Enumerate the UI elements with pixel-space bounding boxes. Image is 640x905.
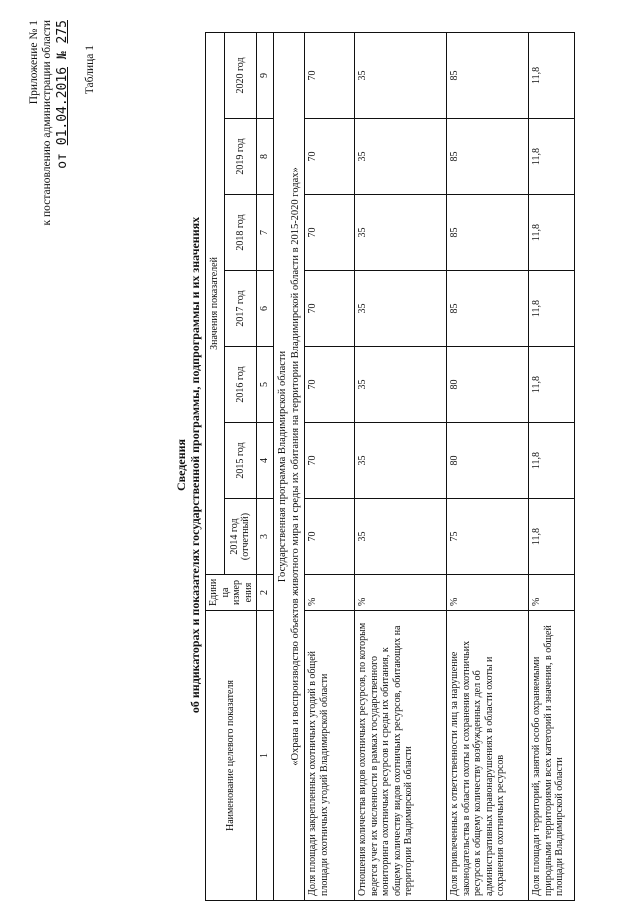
decree-date: 01.04.2016 [55, 66, 70, 146]
value-2016: 80 [447, 347, 529, 423]
document-heading [174, 145, 202, 785]
program-subtitle: «Охрана и воспроизводство объектов животного мира и среды их обитания на территории Владимирской области в 2015-2020 годах» [290, 167, 301, 766]
table-row [355, 32, 447, 900]
header-year-2017: 2017 год [224, 271, 256, 347]
value-2017: 85 [447, 271, 529, 347]
indicator-name: Доля площади закрепленных охотничьих угодий в общей площади охотничьих угодий Владимирской области [305, 611, 355, 901]
value-2020: 11,8 [529, 32, 575, 118]
column-index: 8 [257, 119, 274, 195]
value-2018: 85 [447, 195, 529, 271]
value-2015: 35 [355, 423, 447, 499]
value-2014: 75 [447, 499, 529, 575]
column-index: 1 [257, 611, 274, 901]
program-section-title [274, 32, 305, 900]
indicator-unit: % [355, 575, 447, 611]
header-year-2016: 2016 год [224, 347, 256, 423]
table-header-row [206, 32, 225, 900]
value-2015: 80 [447, 423, 529, 499]
header-year-2014: 2014 год (отчетный) [224, 499, 256, 575]
table-row [529, 32, 575, 900]
column-index-row [257, 32, 274, 900]
header-year-2018: 2018 год [224, 195, 256, 271]
header-year-2015: 2015 год [224, 423, 256, 499]
decree-reference [56, 20, 69, 320]
column-index: 4 [257, 423, 274, 499]
header-values-group: Значения показателей [206, 32, 225, 574]
column-index: 6 [257, 271, 274, 347]
value-2014: 70 [305, 499, 355, 575]
column-index: 7 [257, 195, 274, 271]
value-2014: 35 [355, 499, 447, 575]
indicator-name: Отношения количества видов охотничьих ресурсов, по которым ведется учет их численности в рамках государственного мониторинга охотничьих ресурсов и среды их обитания, к общему количеству видов охотничьих ресурсов, обитающих на территории Владимирской области [355, 611, 447, 901]
appendix-title: Приложение № 1 [28, 20, 40, 105]
column-index: 2 [257, 575, 274, 611]
value-2017: 11,8 [529, 271, 575, 347]
column-index: 5 [257, 347, 274, 423]
value-2020: 85 [447, 32, 529, 118]
decree-prefix: от [55, 153, 70, 169]
decree-number: 275 [55, 20, 70, 44]
value-2018: 70 [305, 195, 355, 271]
program-title: Государственная программа Владимирской области [277, 350, 288, 583]
value-2016: 70 [305, 347, 355, 423]
value-2018: 35 [355, 195, 447, 271]
heading-title: Сведения [174, 438, 188, 492]
indicator-unit: % [447, 575, 529, 611]
header-unit: Едини ца измер ения [206, 575, 257, 611]
header-year-2019: 2019 год [224, 119, 256, 195]
value-2015: 70 [305, 423, 355, 499]
value-2016: 11,8 [529, 347, 575, 423]
value-2017: 35 [355, 271, 447, 347]
value-2017: 70 [305, 271, 355, 347]
program-section-row [274, 32, 305, 900]
table-label: Таблица 1 [84, 45, 96, 95]
value-2020: 35 [355, 32, 447, 118]
indicator-name: Доля привлеченных к ответственности лиц за нарушение законодательства в области охоты и сохранения охотничьих ресурсов к общему количеству возбужденных дел об административных правонарушениях в области охоты и сохранения охотничьих ресурсов [447, 611, 529, 901]
header-indicator-name: Наименование целевого показателя [206, 611, 257, 901]
decree-number-sign: № [55, 51, 70, 60]
value-2019: 85 [447, 119, 529, 195]
value-2018: 11,8 [529, 195, 575, 271]
indicator-name: Доля площади территорий, занятой особо охраняемыми природными территориями всех категорий и значения, в общей площади Владимирской области [529, 611, 575, 901]
appendix-note [28, 20, 69, 320]
column-index: 3 [257, 499, 274, 575]
value-2020: 70 [305, 32, 355, 118]
value-2014: 11,8 [529, 499, 575, 575]
value-2019: 11,8 [529, 119, 575, 195]
value-2015: 11,8 [529, 423, 575, 499]
indicators-table [205, 32, 575, 901]
appendix-reference: к постановлению администрации области [41, 20, 53, 226]
indicator-unit: % [529, 575, 575, 611]
header-year-2020: 2020 год [224, 32, 256, 118]
value-2016: 35 [355, 347, 447, 423]
value-2019: 35 [355, 119, 447, 195]
indicator-unit: % [305, 575, 355, 611]
heading-subtitle: об индикаторах и показателях государственной программы, подпрограммы и их значениях [188, 216, 202, 714]
table-row [447, 32, 529, 900]
table-row [305, 32, 355, 900]
column-index: 9 [257, 32, 274, 118]
value-2019: 70 [305, 119, 355, 195]
